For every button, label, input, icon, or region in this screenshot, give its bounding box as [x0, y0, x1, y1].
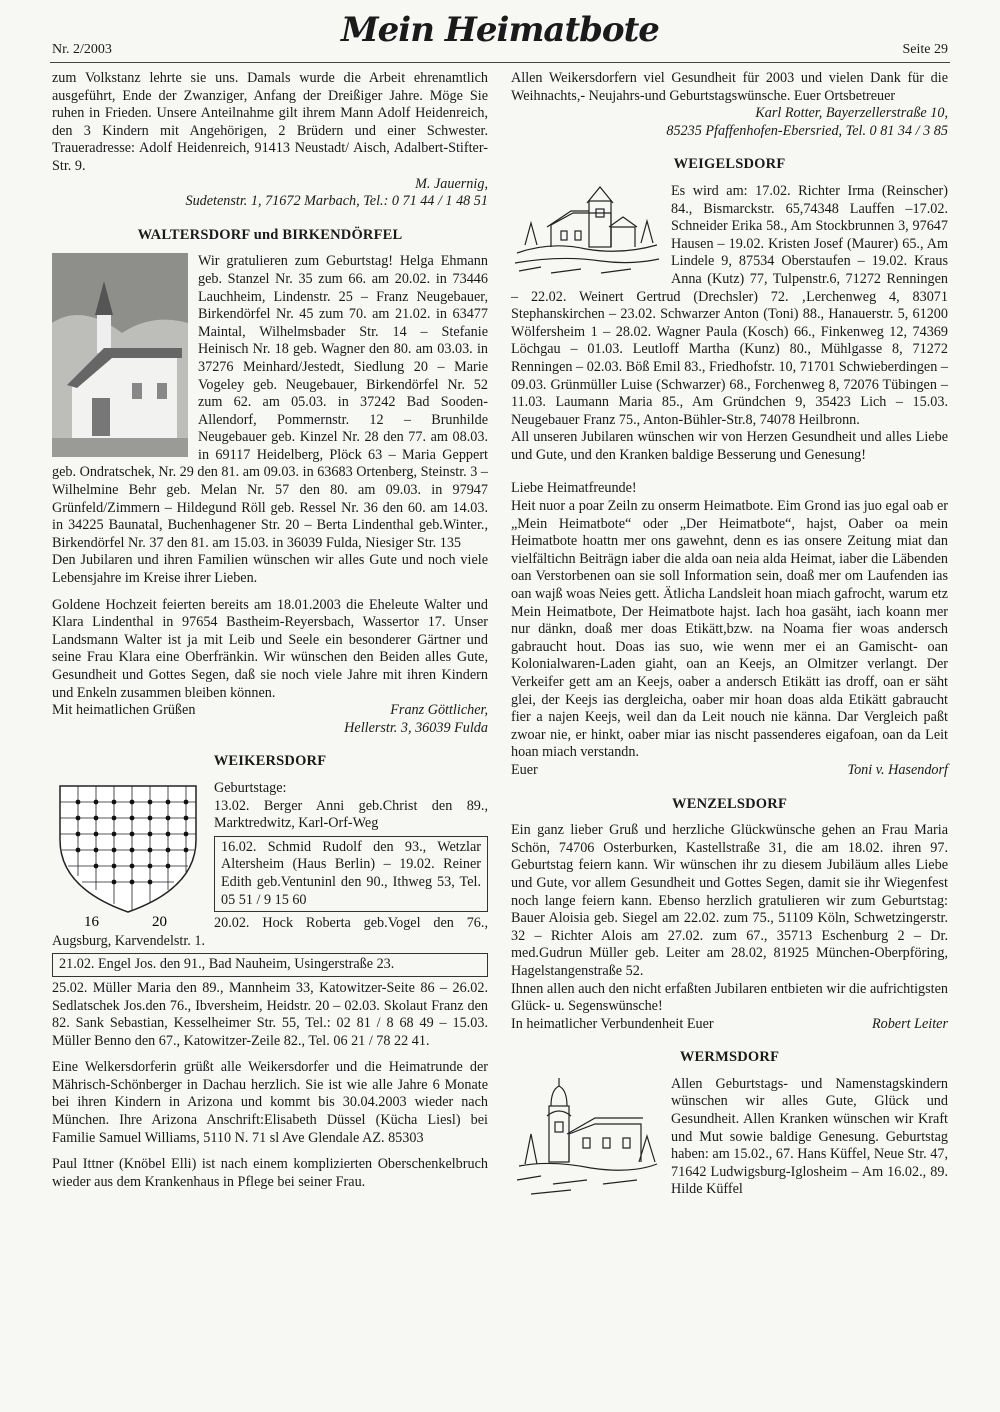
weigelsdorf-birthdays: Es wird am: 17.02. Richter Irma (Reinscher) 84., Bismarckstr. 65,74348 Lauffen –17.02. Schneider Erika 58., Am Stockbrunnen 3, 97647 Hausen – 19.02. Kristen Josef (Maurer) 65., Am Lindele 9, 87534 Oberstaufen – 19.02. Kraus Anna (Kutz) 77, Tulpenstr.6, 71272 Renningen – 22.02. Weinert Gertrud (Drechsler) 72. ‚Lerchenweg 4, 83071 Stephanskirchen – 23.02. Schwarzer Anton (Toni) 88., Hanauerstr. 5, 61200 Wölfersheim 1 – 28.02. Wagner Paula (Kosch) 66., Finkenweg 12, 74369 Löchgau – 01.03. Leutloff Martha (Kunz) 80., Mühlgasse 8, 71272 Renningen – 02.03. Böß Emil 83., Friedhofstr. 10, 71701 Schwieberdingen – 09.03. Grünmüller Luise (Schwarzer) 68., Forchenweg 8, 72076 Tübingen – 11.03. Laumann Maria 85., Am Gründchen 9, 35423 Lich – 15.03. Neugebauer Franz 75., Anton-Bühler-Str.8, 74078 Heilbronn. — [511, 182, 948, 428]
crest-year-right: 20 — [152, 913, 167, 928]
section-title-weikersdorf: WEIKERSDORF — [213, 753, 327, 770]
signature-jauernig — [52, 176, 488, 211]
header-rule — [50, 62, 950, 63]
signature-leiter — [511, 1016, 948, 1034]
section-title-wenzelsdorf: WENZELSDORF — [672, 795, 787, 812]
waltersdorf-wishes: Den Jubilaren und ihren Familien wünschen wir alles Gute und noch viele Lebensjahre im Kreise ihrer Lieben. — [52, 552, 488, 587]
waltersdorf-birthdays: Wir gratulieren zum Geburtstag! Helga Ehmann geb. Stanzel Nr. 35 zum 66. am 20.02. in 73446 Lauchheim, Lindenstr. 25 – Franz Neugebauer, Birkendörfel Nr. 45 zum 70. am 21.02. in 63477 Maintal, Wilhelmsbader Str. 14 – Stefanie Heinisch Nr. 18 geb. Wagner den 80. am 03.03. in 37276 Meinhard/Jestedt, Siedlung 20 – Marie Vogeley geb. Neugebauer, Birkendörfel Nr. 52 zum 62. am 05.03. in 37242 Bad Sooden-Allendorf, Pommernstr. 12 – Brunhilde Neugebauer geb. Kinzel Nr. 28 den 77. am 08.03. in 69117 Heidelberg, Plöck 63 – Maria Geppert geb. Ondratschek, Nr. 29 den 81. am 09.03. in 63683 Ortenberg, Steinstr. 3 – Wilhelmine Behr geb. Melan Nr. 57 den 80. am 09.03. in 97947 Grünfeld/Zimmern – Hildegund Röll geb. Ressel Nr. 36 den 60. am 14.03. in 34225 Baunatal, Buchenhagener Str. 20 – Berta Lindenthal geb.Winter., Birkendörfel Nr. 37 den 81. am 15.03. in 36039 Fulda, Niesiger Str. 135 — [52, 253, 488, 551]
weikersdorf-heading: Geburtstage: — [214, 779, 287, 796]
chapel-photo — [52, 253, 188, 457]
signature-address: Sudetenstr. 1, 71672 Marbach, Tel.: 0 71 44 / 1 48 51 — [185, 193, 488, 210]
signature-address: Hellerstr. 3, 36039 Fulda — [344, 719, 488, 736]
greeting: Euer — [511, 761, 538, 778]
signature-name: Franz Göttlicher, — [390, 702, 488, 719]
dialect-letter: Heit nuor a poar Zeiln zu onserm Heimatbote. Eim Grond ias juo egal oab er „Mein Heimatbote“ oder „Der Heimatbote“, hajst, Oaber oa mein Heimatbote hoattn mer ons gawehnt, denn es ias onsere Zeitung miat dan vielfältichn Beiträgn iaber die alda oan neia alda Heimat, iaber die Läbenden oan Verstorbenen oan sie soll Information sein, doaß mer om Laufenden ias oan wajß woas Neies gett. Ätlicha Landsleit hoan miach gafrocht, warum etz Mein Heimatbote, Der Heimatbote hajst. Iach hoa gasäht, iach koann mer nur dänkn, doaß mer doas Etikätt,bzw. na Noama fier woas andersch gabraucht hout. Doas ias suo, wie wenn mer ei an Gamischt- oan Kolonialwaren-Laden giaht, oan an Keejs, an Olmitzer verlangt. Der Verkeifer gett am an Keejs, oaber a andersch Etikätt ias droff, oan er säht glei, der Keejs ias dergleicha, oaber mir hoan doas alda Etikätt gabraucht fier a najen Keejs, weil dan da Leit nouch nie känna. Dar Vergleich paßt zwoar nie, er hinkt, oaber miar ias nischt passenderes eigafoan, oan da Leit hoan miach verstandn. — [511, 498, 948, 761]
village-church-drawing — [511, 183, 661, 279]
signature-name: Toni v. Hasendorf — [847, 761, 948, 778]
wermsdorf-text: Allen Geburtstags- und Namenstagskindern wünschen wir alles Gute, Glück und Gesundheit. Allen Kranken wünschen wir Kraft und Mut sowie baldige Genesung. Geburtstag haben: am 15.02., 67. Hans Küffel, Neue Str. 47, 71642 Ludwigsburg-Iglosheim – Am 16.02., 89. Hilde Küffel — [671, 1075, 948, 1198]
weikersdorf-crest — [52, 780, 204, 928]
weikersdorf-entry-1: 13.02. Berger Anni geb.Christ den 89., Marktredwitz, Karl-Orf-Weg — [214, 797, 488, 832]
weikersdorf-thanks: Allen Weikersdorfern viel Gesundheit für 2003 und vielen Dank für die Weihnachts,- Neujahrs-und Geburtstagswünsche. Euer Ortsbetreuer — [511, 70, 948, 104]
page-number: Seite 29 — [902, 42, 948, 57]
weikersdorf-box-2: 21.02. Engel Jos. den 91., Bad Nauheim, Usingerstraße 23. — [52, 953, 488, 977]
signature-hasendorf — [511, 762, 948, 780]
dialect-greeting: Liebe Heimatfreunde! — [511, 480, 637, 497]
page-header — [0, 0, 1000, 62]
section-title-wermsdorf: WERMSDORF — [679, 1049, 780, 1066]
right-column — [511, 70, 948, 1206]
signature-address: 85235 Pfaffenhofen-Ebersried, Tel. 0 81 34 / 3 85 — [666, 122, 948, 139]
wenzelsdorf-text: Ein ganz lieber Gruß und herzliche Glückwünsche gehen an Frau Maria Schön, 74706 Osterburken, Kastellstraße 31, die am 18.02. ihren 97. Geburtstag feiern kann. Wir wünschen ihr zu diesem Jubiläum alles Liebe und Gute, vor allem Gesundheit und Gottes Segen, damit sie ihr Wiegenfest noch lange feiern kann. Ebenso herzlich gratulieren wir zum Geburtstag: Bauer Aloisia geb. Siegel am 22.02. zum 75., 51109 Köln, Schwetzingerstr. 32 – Richter Alois am 27.02. zum 67., 35713 Eschenburg 2 – Dr. med.Gudrun Müller geb. Leiter am 28.02, 81925 München-Oberpföring, Hagelstangenstraße 52. — [511, 822, 948, 979]
wenzelsdorf-wishes: Ihnen allen auch den nicht erfaßten Jubilaren entbieten wir die aufrichtigsten Glück- u. Segenswünsche! — [511, 980, 948, 1015]
obituary-text: zum Volkstanz lehrte sie uns. Damals wurde die Arbeit ehrenamtlich ausgeführt, Ende der Zwanziger, Anfang der Dreißiger Jahre. Möge Sie ruhen in Frieden. Unsere Anteilnahme gilt ihrem Mann Adolf Heidenreich, den 3 Kindern mit Angehörigen, 2 Brüdern und einer Schwester. Traueradresse: Adolf Heidenreich, 91413 Neustadt/ Aisch, Adalbert-Stifter-Str. 9. — [52, 70, 488, 174]
weikersdorf-ittner: Paul Ittner (Knöbel Elli) ist nach einem komplizierten Oberschenkelbruch wieder aus dem Krankenhaus in Pflege bei seiner Frau. — [52, 1156, 488, 1190]
weikersdorf-entry-3: 25.02. Müller Maria den 89., Mannheim 33, Katowitzer-Seite 86 – 26.02. Sedlatschek Jos.den 76., Ibversheim, Heidstr. 20 – 02.03. Skolaut Franz den 82. Sank Sebastian, Kesselheimer Str. 55, Tel.: 02 81 / 8 68 49 – 15.03. Müller Benno den 67., Katowitzer-Zeile 82., Tel. 06 21 / 78 22 41. — [52, 979, 488, 1049]
left-column — [52, 70, 488, 1191]
weikersdorf-box-1: 16.02. Schmid Rudolf den 93., Wetzlar Altersheim (Haus Berlin) – 19.02. Reiner Edith geb.Ventuninl den 90., Ithweg 53, Tel. 05 51 / 9 15 60 — [214, 836, 488, 912]
crest-year-left: 16 — [84, 913, 99, 928]
golden-wedding-text: Goldene Hochzeit feierten bereits am 18.01.2003 die Eheleute Walter und Klara Lindenthal in 97654 Bastheim-Reyersbach, Wassertor 17. Unser Landsmann Walter ist ja mit Leib und Seele ein besonderer Gärtner und seine Frau Klara eine Oberfränkin. Wir wünschen den Beiden alles Gute, Gesundheit und Gottes Segen, daß sie noch viele Jahre mit ihren Kindern und Enkeln zusammen bleiben können. — [52, 596, 488, 701]
section-title-weigelsdorf: WEIGELSDORF — [673, 156, 786, 173]
greeting: In heimatlicher Verbundenheit Euer — [511, 1015, 714, 1032]
weigelsdorf-wishes: All unseren Jubilaren wünschen wir von Herzen Gesundheit und alles Liebe und Gute, und den Kranken baldige Besserung und Genesung! — [511, 429, 948, 463]
issue-number: Nr. 2/2003 — [52, 42, 112, 57]
signature-goettlicher — [52, 702, 488, 720]
signature-rotter — [511, 105, 948, 140]
greeting: Mit heimatlichen Grüßen — [52, 702, 196, 719]
weikersdorf-entry-2: 20.02. Hock Roberta geb.Vogel den 76., Augsburg, Karvendelstr. 1. — [52, 915, 488, 949]
masthead-logo: Mein Heimatbote — [341, 10, 659, 50]
weikersdorf-arizona: Eine Welkersdorferin grüßt alle Weikersdorfer und die Heimatrunde der Mährisch-Schönberger in Dachau herzlich. Sie ist wie alle Jahre 6 Monate bei ihren Kindern in Arizona und kommt bis 30.04.2003 wieder nach München. Ihre Arizona Anschrift:Elisabeth Düssel (Kücha Liesl) bei Familie Samuel Williams, 5110 N. 71 sl Ave Glendale AZ. 85303 — [52, 1059, 488, 1146]
wermsdorf-church-drawing — [511, 1076, 661, 1204]
signature-name: M. Jauernig, — [415, 175, 488, 192]
section-title-waltersdorf: WALTERSDORF und BIRKENDÖRFEL — [137, 226, 403, 243]
signature-name: Robert Leiter — [871, 1015, 948, 1032]
signature-name: Karl Rotter, Bayerzellerstraße 10, — [755, 105, 948, 122]
